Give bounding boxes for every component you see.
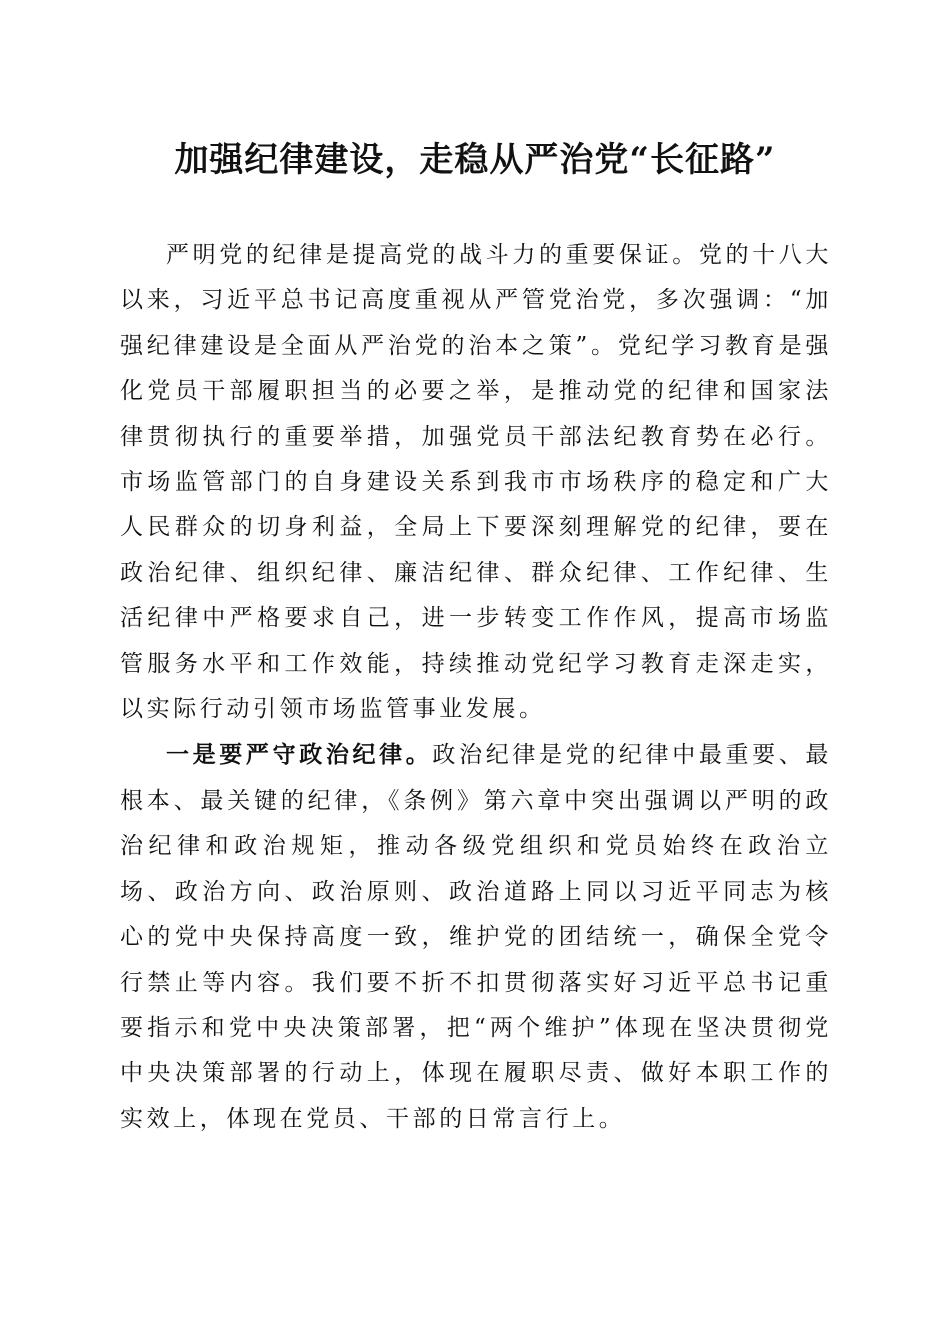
paragraph-lead: 一是要严守政治纪律。 <box>166 741 433 769</box>
paragraph-text: 政治纪律是党的纪律中最重要、最根本、最关键的纪律，《条例》第六章中突出强调以严明的政治纪律和政治规矩，推动各级党组织和党员始终在政治立场、政治方向、政治原则、政治道路上同以习近平同志为核心的党中央保持高度一致，维护党的团结统一，确保全党令行禁止等内容。我们要不折不扣贯彻落实好习近平总书记重要指示和党中央决策部署，把“两个维护”体现在坚决贯彻党中央决策部署的行动上，体现在履职尽责、做好本职工作的实效上，体现在党员、干部的日常言行上。 <box>120 742 833 1132</box>
paragraph-political-discipline <box>120 732 832 1142</box>
paragraph-text: 严明党的纪律是提高党的战斗力的重要保证。党的十八大以来，习近平总书记高度重视从严管党治党，多次强调：“加强纪律建设是全面从严治党的治本之策”。党纪学习教育是强化党员干部履职担当的必要之举，是推动党的纪律和国家法律贯彻执行的重要举措，加强党员干部法纪教育势在必行。市场监管部门的自身建设关系到我市市场秩序的稳定和广大人民群众的切身利益，全局上下要深刻理解党的纪律，要在政治纪律、组织纪律、廉洁纪律、群众纪律、工作纪律、生活纪律中严格要求自己，进一步转变工作作风，提高市场监管服务水平和工作效能，持续推动党纪学习教育走深走实，以实际行动引领市场监管事业发展。 <box>120 242 832 723</box>
document-title: 加强纪律建设，走稳从严治党“长征路” <box>174 140 776 180</box>
document-body <box>120 232 832 1142</box>
paragraph-intro <box>120 232 832 732</box>
